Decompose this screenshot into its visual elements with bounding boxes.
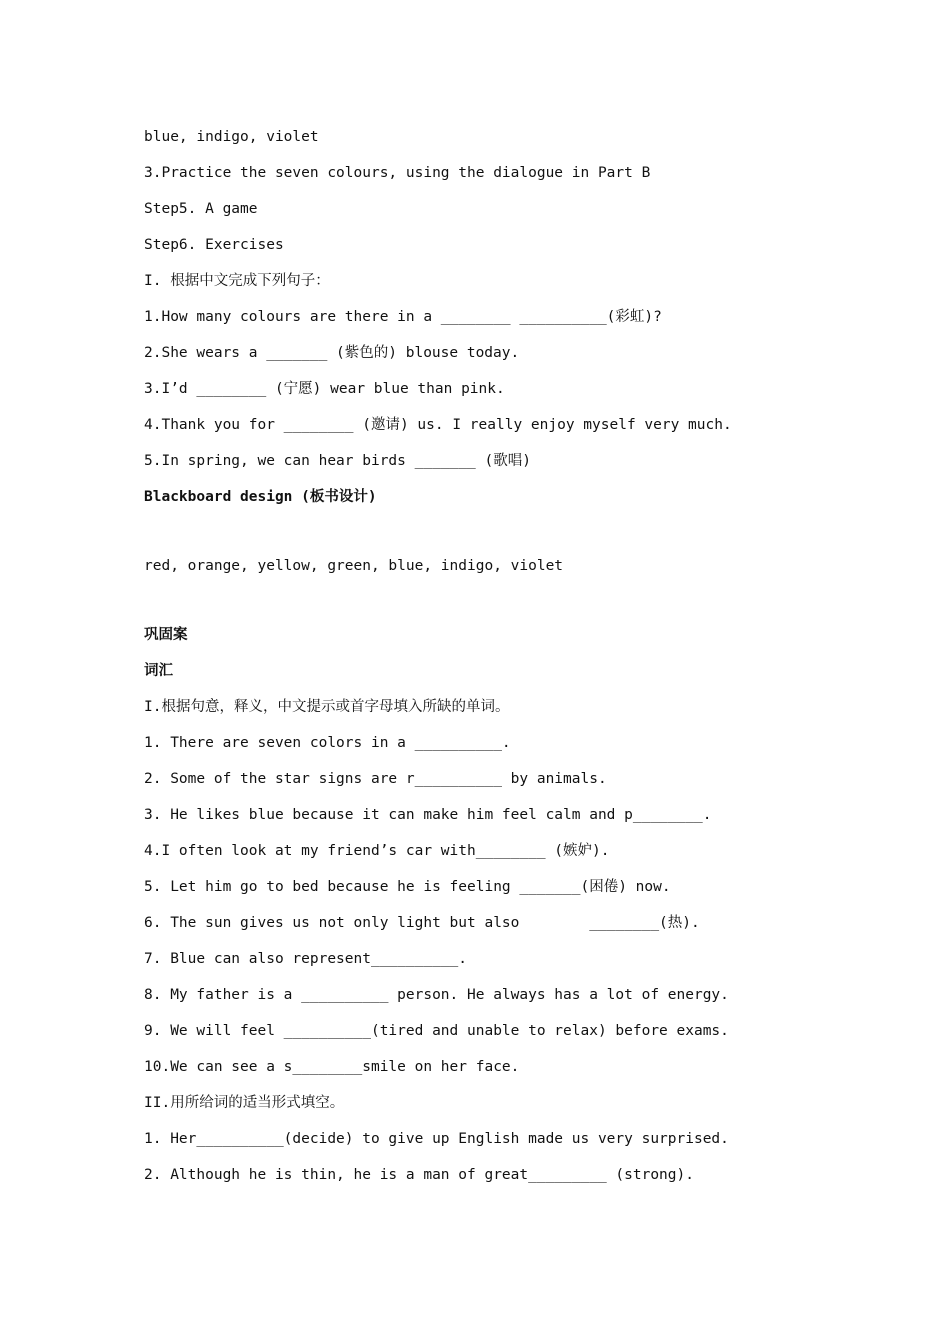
exercise-item-4: 4.Thank you for ________ (邀请) us. I really enjoy myself very much. [144, 417, 732, 433]
vocab-item-5: 5. Let him go to bed because he is feeling _______(困倦) now. [144, 879, 671, 895]
vocab-item-4: 4.I often look at my friend’s car with________ (嫉妒). [144, 843, 610, 859]
vocab-item-10: 10.We can see a s________smile on her face. [144, 1059, 520, 1075]
vocab-item-2: 2. Some of the star signs are r__________ by animals. [144, 771, 607, 787]
exercise-item-2: 2.She wears a _______ (紫色的) blouse today. [144, 345, 520, 361]
word-form-item-1: 1. Her__________(decide) to give up English made us very surprised. [144, 1131, 729, 1147]
vocab-item-9: 9. We will feel __________(tired and unable to relax) before exams. [144, 1023, 729, 1039]
text-line-step6: Step6. Exercises [144, 237, 284, 253]
text-line-practice: 3.Practice the seven colours, using the dialogue in Part B [144, 165, 651, 181]
vocab-item-3: 3. He likes blue because it can make him feel calm and p________. [144, 807, 712, 823]
exercise-item-5: 5.In spring, we can hear birds _______ (歌唱) [144, 453, 531, 469]
vocab-item-6: 6. The sun gives us not only light but also ________(热). [144, 915, 700, 931]
text-line-colors-2: red, orange, yellow, green, blue, indigo, violet [144, 558, 564, 574]
heading-blackboard-design: Blackboard design (板书设计) [144, 489, 377, 505]
word-form-item-2: 2. Although he is thin, he is a man of great_________ (strong). [144, 1167, 694, 1183]
text-line-step5: Step5. A game [144, 201, 258, 217]
section-heading-vocab-1: I.根据句意，释义，中文提示或首字母填入所缺的单词。 [144, 699, 510, 715]
text-line-colors-1: blue, indigo, violet [144, 129, 319, 145]
vocab-item-7: 7. Blue can also represent__________. [144, 951, 468, 967]
exercise-item-1: 1.How many colours are there in a ________ __________(彩虹)? [144, 309, 662, 325]
section-heading-vocab-2: II.用所给词的适当形式填空。 [144, 1095, 345, 1111]
vocab-item-8: 8. My father is a __________ person. He always has a lot of energy. [144, 987, 729, 1003]
section-heading-exercise-1: I. 根据中文完成下列句子： [144, 273, 330, 289]
exercise-item-3: 3.I’d ________ (宁愿) wear blue than pink. [144, 381, 505, 397]
vocab-item-1: 1. There are seven colors in a __________. [144, 735, 511, 751]
heading-consolidation: 巩固案 [144, 627, 188, 643]
heading-vocabulary: 词汇 [144, 663, 173, 679]
